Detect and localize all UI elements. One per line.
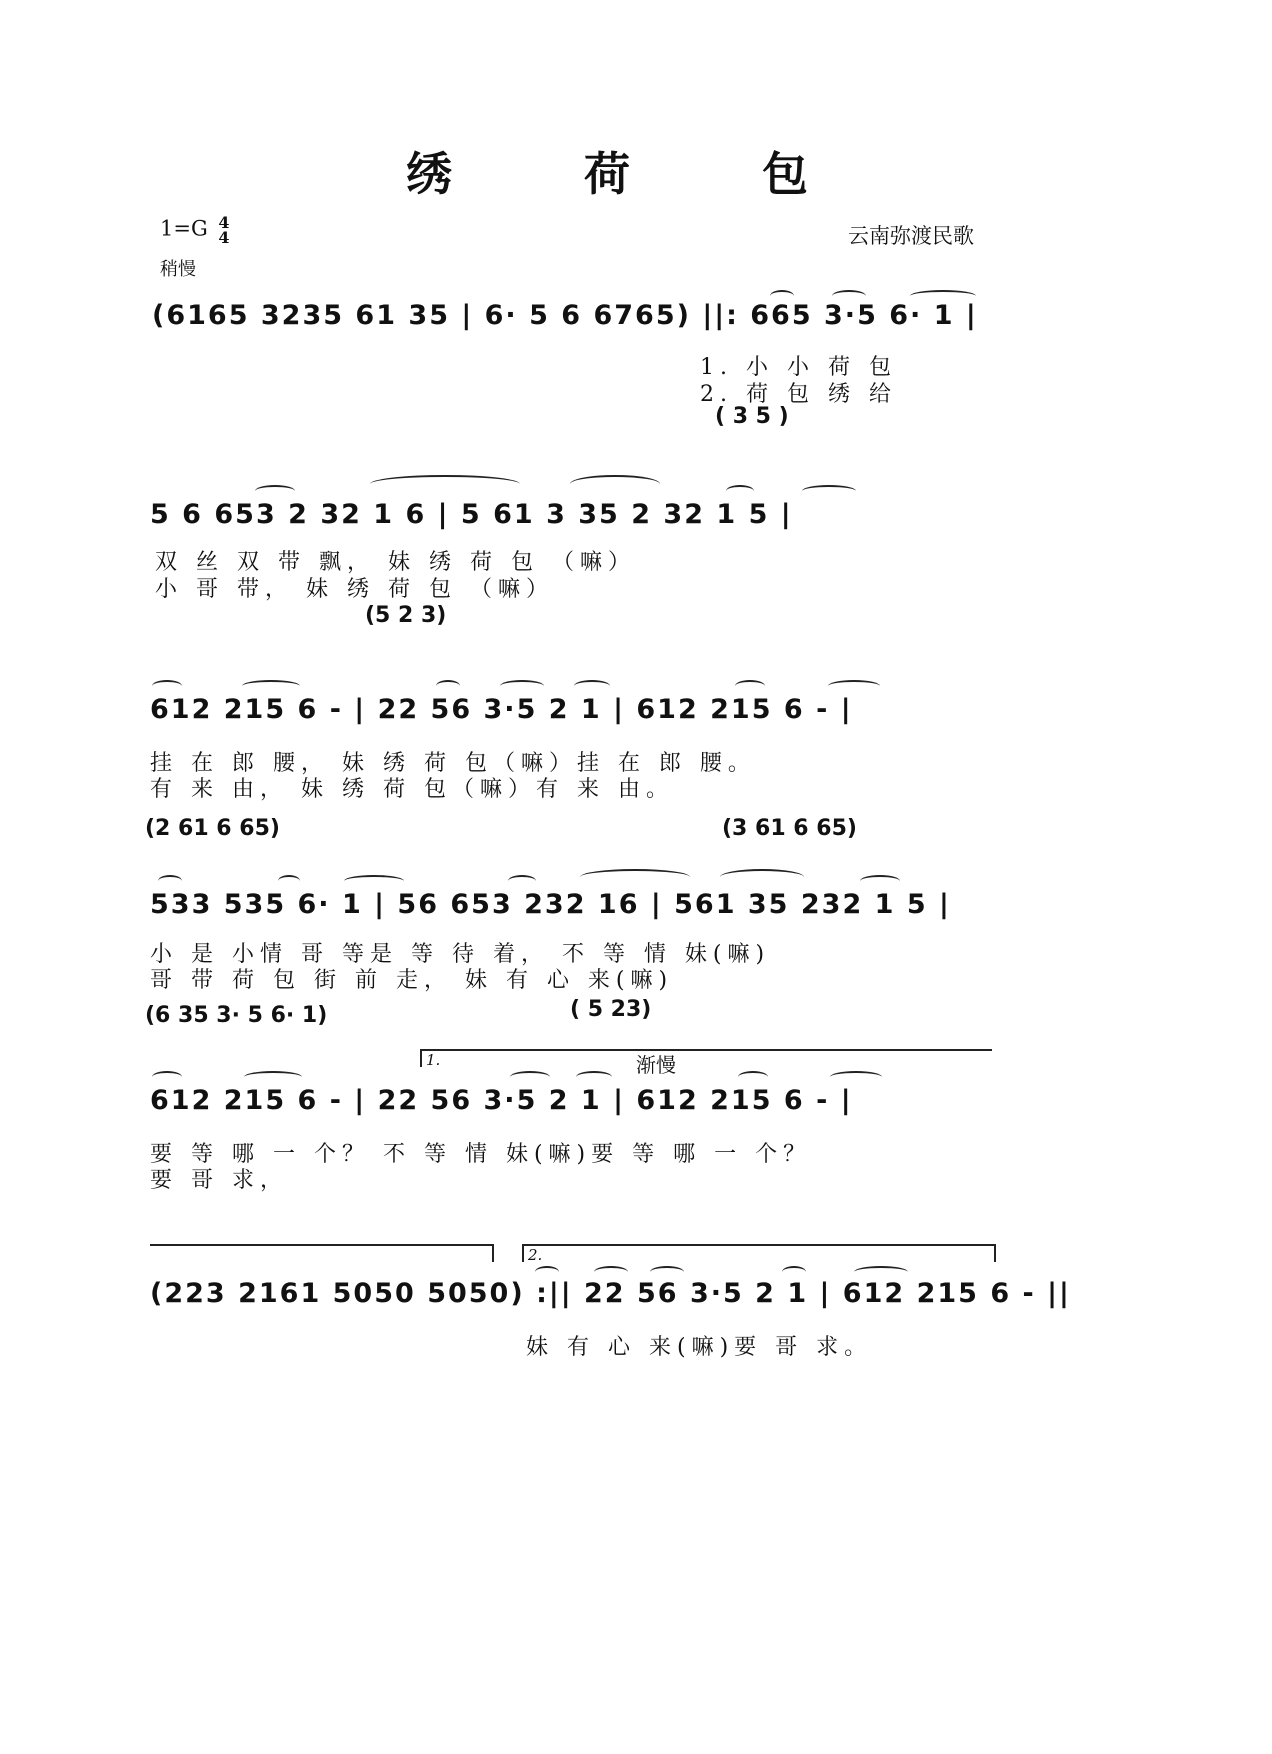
time-numerator: 4 [218,213,230,232]
verse1-lyric: 双 丝 双 带 飘， 妹 绣 荷 包 （嘛） [155,550,636,575]
verse2-lyric: 有 来 由， 妹 绣 荷 包（嘛）有 来 由。 [150,777,674,802]
verse1-lyric: 小 是 小情 哥 等是 等 待 着， 不 等 情 妹(嘛) [150,942,771,967]
key-signature [160,215,230,245]
verse1-lyric: 挂 在 郎 腰， 妹 绣 荷 包（嘛）挂 在 郎 腰。 [150,751,756,776]
alternate-notes: (6 35 3· 5 6· 1) [145,1003,328,1028]
alternate-notes-2: ( 5 23) [570,997,652,1022]
staff-row-2 [0,485,1272,645]
song-title: 绣 荷 包 [405,147,867,201]
alternate-notes-2: (3 61 6 65) [722,816,857,841]
time-denominator: 4 [218,228,230,247]
volta-label-1: 1. [426,1051,441,1069]
notation-line: 533 535 6· 1 | 56 653 232 16 | 561 35 232 1 5 | [150,889,951,920]
verse1-lyric: 要 等 哪 一 个？ 不 等 情 妹(嘛)要 等 哪 一 个？ [150,1142,812,1167]
staff-row-1 [0,290,1272,450]
notation-line: 612 215 6 - | 22 56 3·5 2 1 | 612 215 6 - | [150,1085,853,1116]
notation-line: 612 215 6 - | 22 56 3·5 2 1 | 612 215 6 - | [150,694,853,725]
source-attribution: 云南弥渡民歌 [848,224,974,248]
ritardando-marking: 渐慢 [636,1053,676,1077]
final-lyric: 妹 有 心 来(嘛)要 哥 求。 [526,1335,873,1360]
verse2-lyric: 哥 带 荷 包 街 前 走， 妹 有 心 来(嘛) [150,968,674,993]
verse2-lyric: 要 哥 求， [150,1168,288,1193]
verse2-lyric: 小 哥 带， 妹 绣 荷 包 （嘛） [155,577,554,602]
alternate-notes: (2 61 6 65) [145,816,280,841]
staff-row-6 [0,1240,1272,1380]
staff-row-4 [0,875,1272,1045]
key-text: 1=G [160,216,208,241]
alternate-notes: (5 2 3) [365,603,447,628]
verse1-lyric: 1. 小 小 荷 包 [700,355,897,380]
time-signature [218,215,229,245]
tempo-marking: 稍慢 [160,259,196,280]
staff-row-5 [0,1045,1272,1210]
notation-line: (6165 3235 61 35 | 6· 5 6 6765) ||: 665 3·5 6· 1 | [152,300,978,331]
verse2-lyric: 2. 荷 包 绣 给 [700,382,897,407]
volta-label-2: 2. [528,1246,543,1264]
notation-line: (223 2161 5050 5050) :|| 22 56 3·5 2 1 | 612 215 6 - || [150,1278,1071,1309]
alternate-notes: ( 3 5 ) [715,404,789,429]
volta-bracket-1 [420,1049,992,1051]
notation-line: 5 6 653 2 32 1 6 | 5 61 3 35 2 32 1 5 | [150,499,793,530]
staff-row-3 [0,680,1272,860]
